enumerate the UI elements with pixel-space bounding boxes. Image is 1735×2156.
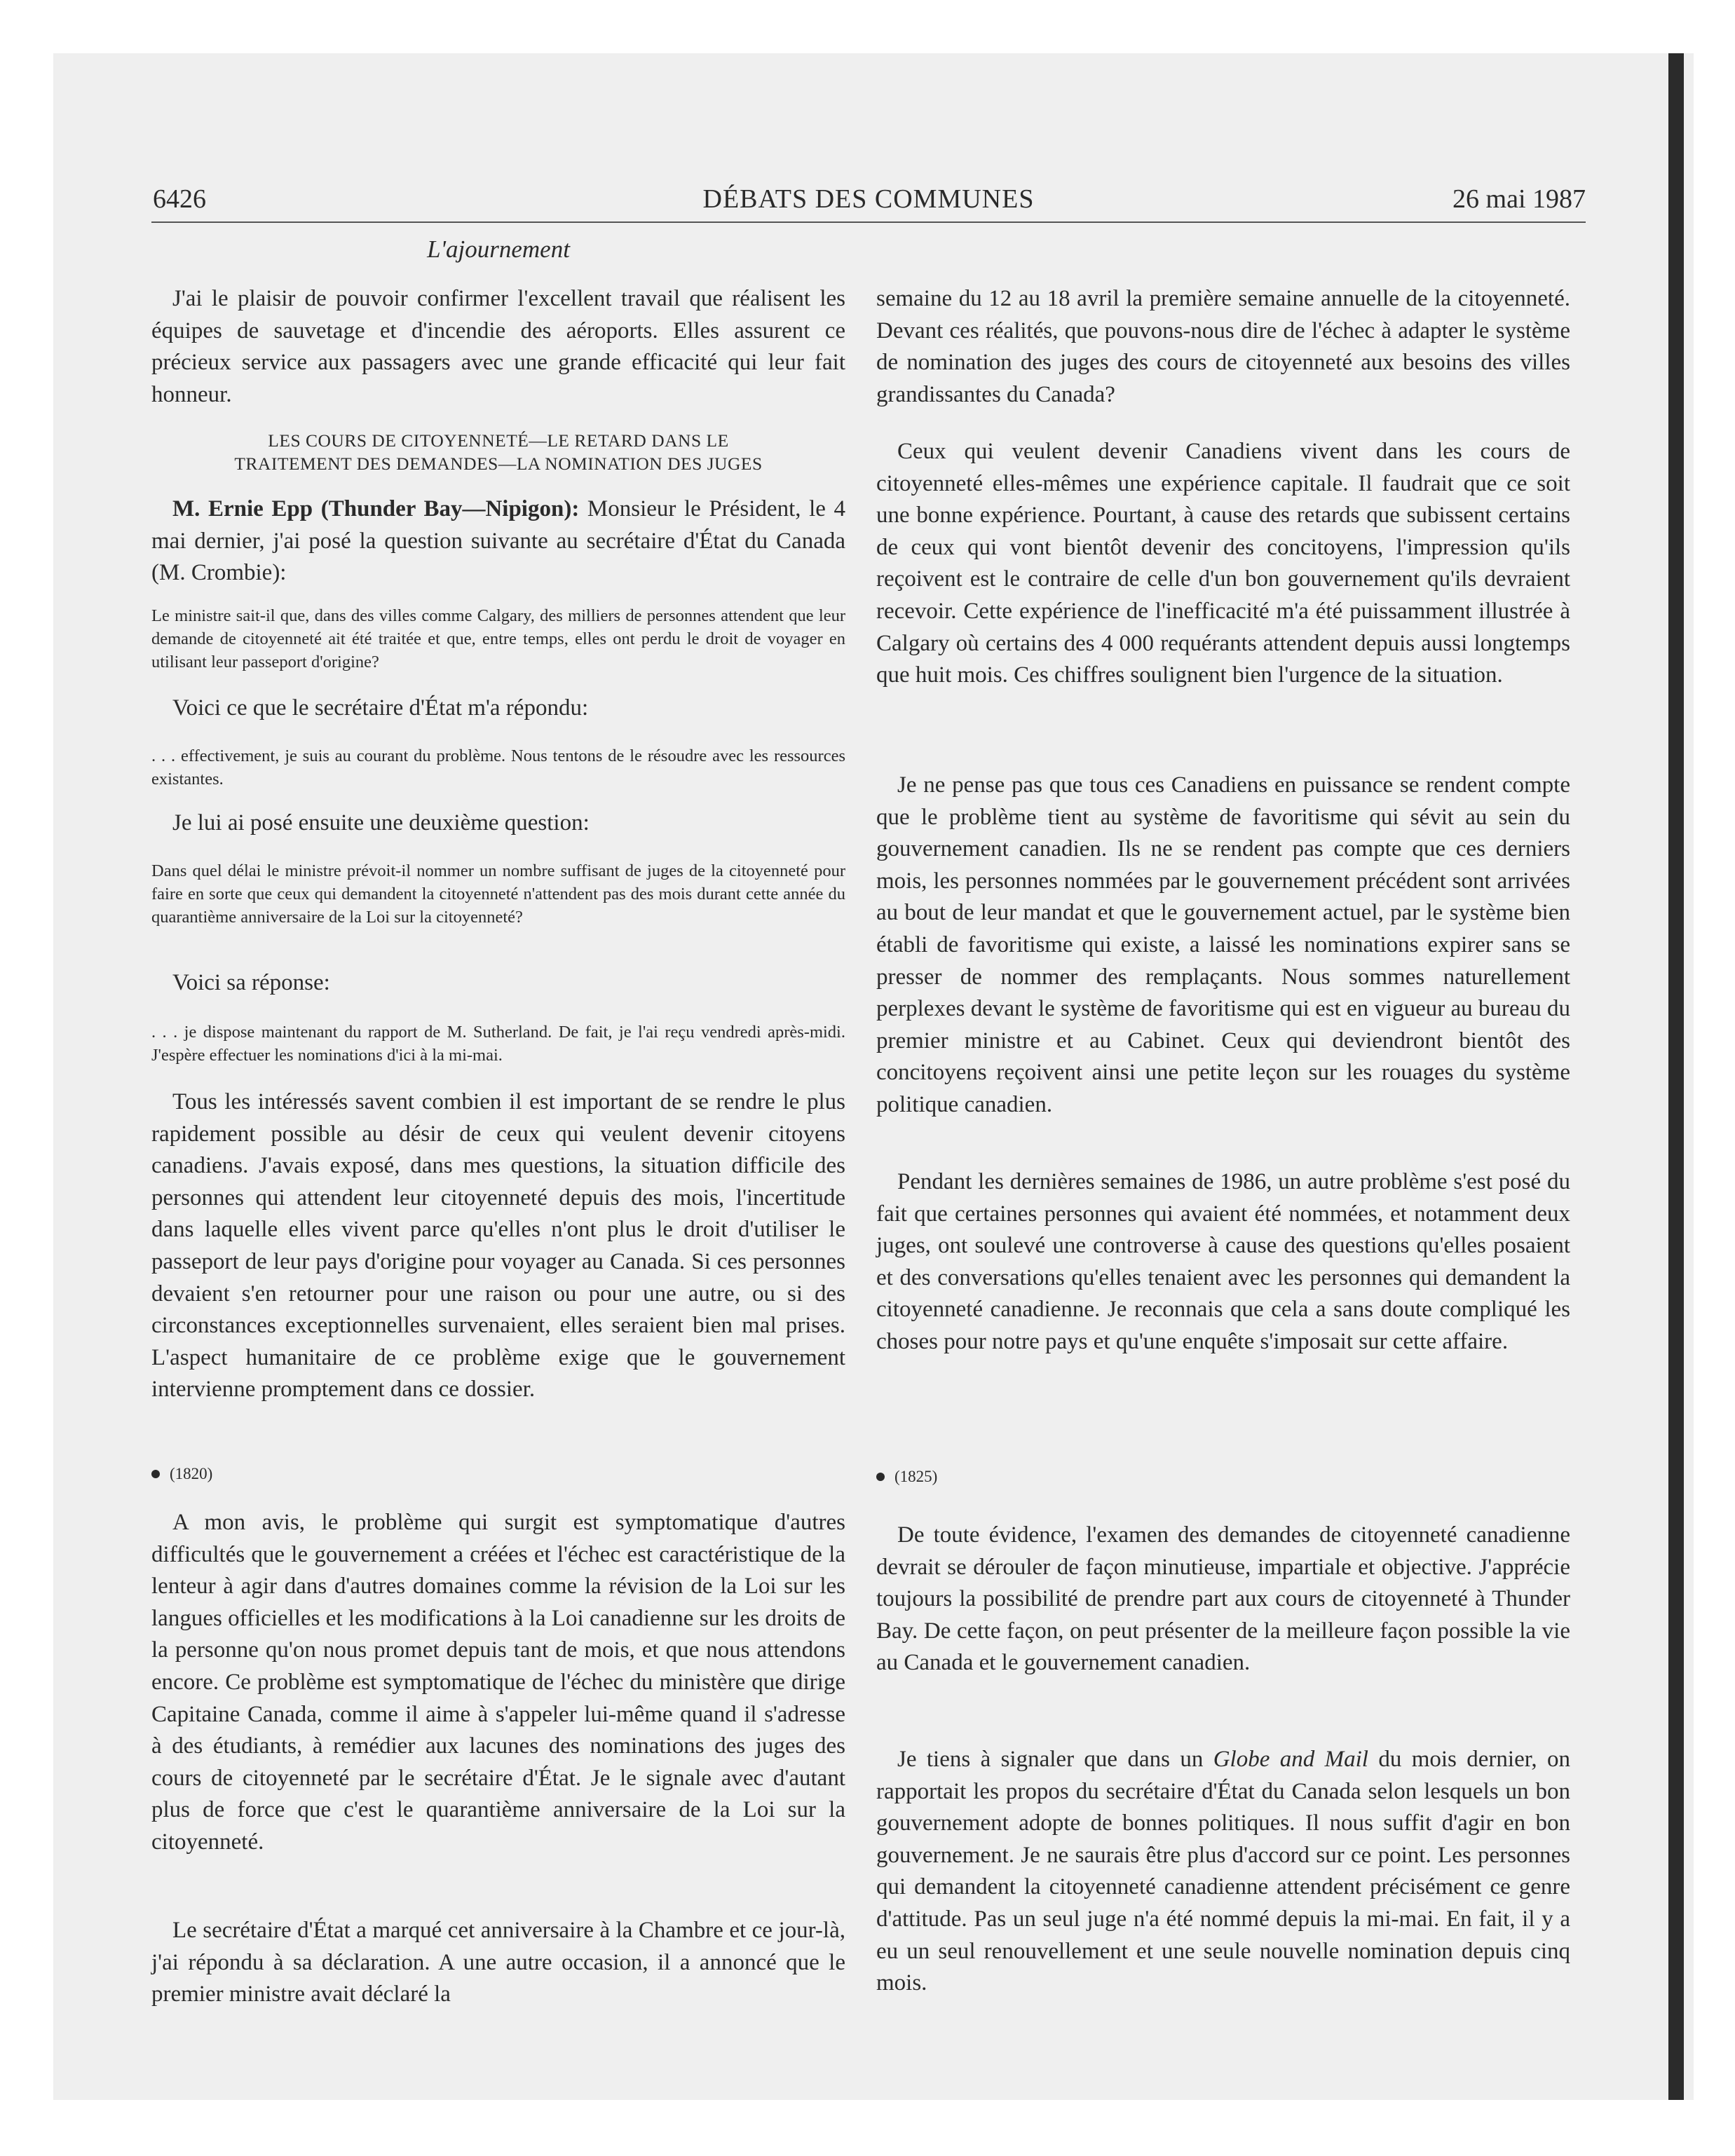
paragraph: Le secrétaire d'État a marqué cet anniversaire à la Chambre et ce jour-là, j'ai répondu à sa déclaration. A une autre occasion, il a annoncé que le premier ministre avait déclaré la	[151, 1918, 845, 2007]
page-number: 6426	[153, 184, 206, 214]
publication-title: DÉBATS DES COMMUNES	[702, 184, 1035, 214]
paragraph: semaine du 12 au 18 avril la première semaine annuelle de la citoyenneté. Devant ces réalités, que pouvons-nous dire de l'échec à adapter le système de nomination des juges des cours de citoyenneté aux besoins des villes grandissantes du Canada?	[876, 286, 1570, 407]
subheading	[151, 429, 845, 475]
speaker-text: Monsieur le Président, le 4 mai dernier, j'ai posé la question suivante au secrétaire d'État du Canada (M. Crombie):	[151, 496, 846, 586]
paragraph-text: du mois dernier, on rapportait les propos du secrétaire d'État du Canada selon lesquels un bon gouvernement adopte de bonnes politiques. Il nous suffit d'agir en bon gouvernement. Je ne saurais être plus d'accord sur ce point. Les personnes qui demandent la citoyenneté canadienne attendent précisément ce genre d'attitude. Pas un seul juge n'a été nommé depuis la mi-mai. En fait, il y a eu un seul renouvellement et une seule nouvelle nomination depuis cinq mois.	[876, 1747, 1571, 1996]
paragraph: Ceux qui veulent devenir Canadiens vivent dans les cours de citoyenneté elles-mêmes une expérience capitale. Il faudrait que ce soit une bonne expérience. Pourtant, à cause des retards que subissent certains de ceux qui vont bientôt devenir des concitoyens, l'impression qu'ils reçoivent est le contraire de celle d'un bon gouvernement qu'ils devraient recevoir. Cette expérience de l'inefficacité m'a été puissamment illustrée à Calgary où certains des 4 000 requérants attendent depuis aussi longtemps que huit mois. Ces chiffres soulignent bien l'urgence de la situation.	[876, 439, 1570, 688]
timestamp-marker	[151, 1464, 845, 1485]
quote: . . . effectivement, je suis au courant du problème. Nous tentons de le résoudre avec les ressources existantes.	[151, 746, 845, 789]
quote: Dans quel délai le ministre prévoit-il nommer un nombre suffisant de juges de la citoyenneté pour faire en sorte que ceux qui demandent la citoyenneté n'attendent pas des mois durant cette année du quarantième anniversaire de la Loi sur la citoyenneté?	[151, 861, 845, 927]
timestamp: (1825)	[894, 1468, 938, 1485]
paragraph: Je ne pense pas que tous ces Canadiens en puissance se rendent compte que le problème tient au système de favoritisme qui sévit au sein du gouvernement canadien. Ils ne se rendent pas compte que ces derniers mois, les personnes nommées par le gouvernement précédent sont arrivées au bout de leur mandat et que le gouvernement actuel, par le système bien établi de favoritisme qui existe, a laissé les nominations expirer sans se presser de nommer des remplaçants. Nous sommes naturellement perplexes devant le système de favoritisme qui est en vigueur au bureau du premier ministre et au Cabinet. Ceux qui deviendront bientôt des concitoyens reçoivent ainsi une petite leçon sur les rouages du système politique canadien.	[876, 772, 1570, 1117]
paragraph: A mon avis, le problème qui surgit est symptomatique d'autres difficultés que le gouvernement a créées et l'échec est caractéristique de la lenteur à agir dans d'autres domaines comme la révision de la Loi sur les langues officielles et les modifications à la Loi canadienne sur les droits de la personne qu'on nous promet depuis tant de mois, et que nous attendons encore. Ce problème est symptomatique de l'échec du ministère que dirige Capitaine Canada, comme il aime à s'appeler lui-même quand il s'adresse à des étudiants, à remédier aux lacunes des nominations des juges des cours de citoyenneté par le secrétaire d'État. Je le signale avec d'autant plus de force que c'est le quarantième anniversaire de la Loi sur la citoyenneté.	[151, 1510, 845, 1855]
speaker-name: M. Ernie Epp (Thunder Bay—Nipigon):	[172, 496, 580, 521]
section-title: L'ajournement	[427, 236, 570, 263]
newspaper-title: Globe and Mail	[1213, 1747, 1368, 1772]
paragraph	[876, 1744, 1570, 2000]
timestamp-marker	[876, 1466, 1570, 1487]
paragraph: Je lui ai posé ensuite une deuxième question:	[172, 810, 590, 835]
quote: . . . je dispose maintenant du rapport de M. Sutherland. De fait, je l'ai reçu vendredi après-midi. J'espère effectuer les nominations d'ici à la mi-mai.	[151, 1023, 845, 1065]
paragraph: Voici sa réponse:	[172, 970, 330, 995]
bullet-icon	[151, 1470, 160, 1478]
paragraph: Voici ce que le secrétaire d'État m'a répondu:	[172, 695, 589, 721]
scan-edge-bar	[1668, 53, 1684, 2100]
paragraph: J'ai le plaisir de pouvoir confirmer l'excellent travail que réalisent les équipes de sauvetage et d'incendie des aéroports. Elles assurent ce précieux service aux passagers avec une grande efficacité qui leur fait honneur.	[151, 286, 845, 407]
quote: Le ministre sait-il que, dans des villes comme Calgary, des milliers de personnes attendent que leur demande de citoyenneté ait été traitée et que, entre temps, elles ont perdu le droit de voyager en utilisant leur passeport d'origine?	[151, 606, 845, 671]
subheading-line: TRAITEMENT DES DEMANDES—LA NOMINATION DES JUGES	[234, 453, 763, 474]
subheading-line: LES COURS DE CITOYENNETÉ—LE RETARD DANS LE	[268, 430, 729, 451]
paragraph: Pendant les dernières semaines de 1986, un autre problème s'est posé du fait que certaines personnes qui avaient été nommées, et notamment deux juges, ont soulevé une controverse à cause des questions qu'elles posaient et des conversations qu'elles tenaient avec les personnes qui demandent la citoyenneté canadienne. Je reconnais que cela a sans doute compliqué les choses pour notre pays et qu'une enquête s'imposait sur cette affaire.	[876, 1169, 1570, 1354]
page-header	[151, 181, 1586, 223]
paragraph: De toute évidence, l'examen des demandes de citoyenneté canadienne devrait se dérouler de façon minutieuse, impartiale et objective. J'apprécie toujours la possibilité de prendre part aux cours de citoyenneté à Thunder Bay. De cette façon, on peut présenter de la meilleure façon possible la vie au Canada et le gouvernement canadien.	[876, 1522, 1570, 1676]
paragraph: Tous les intéressés savent combien il est important de se rendre le plus rapidement possible au désir de ceux qui veulent devenir citoyens canadiens. J'avais exposé, dans mes questions, la situation difficile des personnes qui attendent leur citoyenneté depuis des mois, l'incertitude dans laquelle elles vivent parce qu'elles n'ont plus le droit d'utiliser le passeport de leur pays d'origine pour voyager au Canada. Si ces personnes devaient s'en retourner pour une raison ou pour une autre, ou si des circonstances exceptionnelles survenaient, elles seraient bien mal prises. L'aspect humanitaire de ce problème exige que le gouvernement intervienne promptement dans ce dossier.	[151, 1089, 845, 1403]
bullet-icon	[876, 1473, 885, 1481]
timestamp: (1820)	[170, 1465, 213, 1482]
page-date: 26 mai 1987	[1452, 184, 1586, 214]
speaker-paragraph	[151, 493, 845, 589]
paragraph-text: Je tiens à signaler que dans un	[897, 1747, 1204, 1772]
